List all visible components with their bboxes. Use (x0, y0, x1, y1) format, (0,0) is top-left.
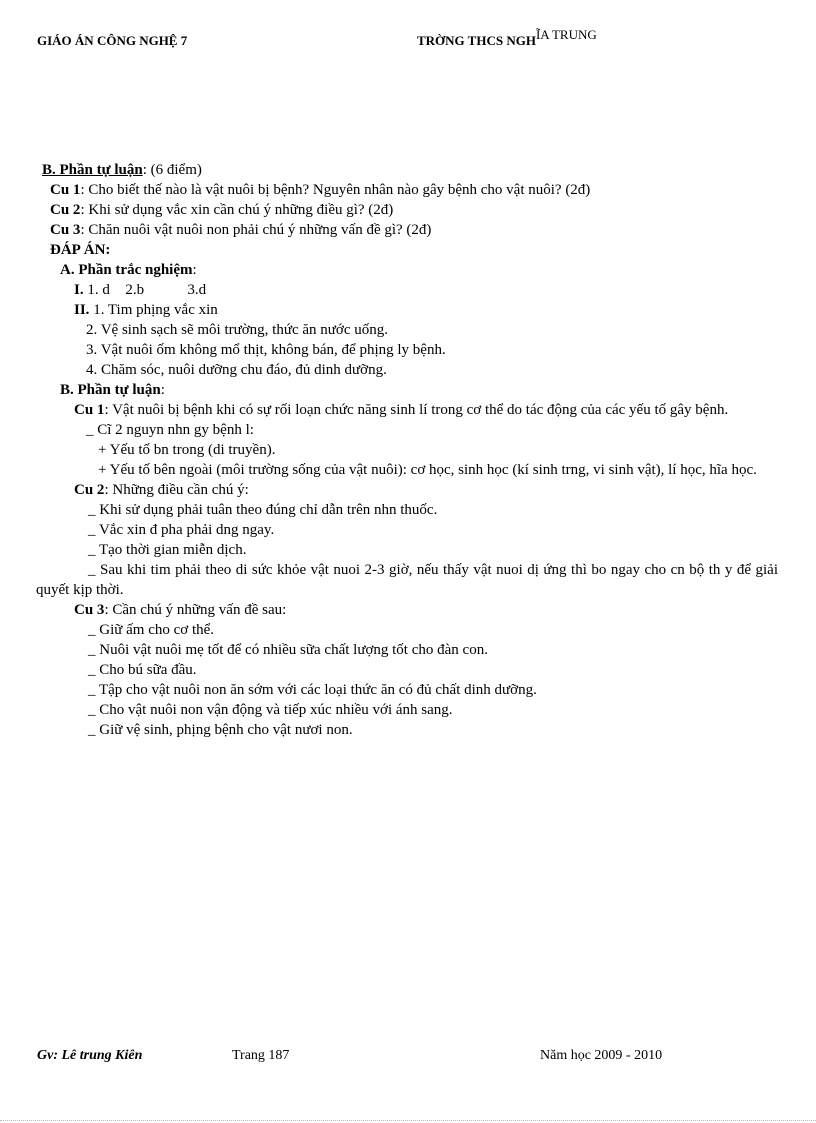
answer-1-text: Cu 1: Vật nuôi bị bệnh khi có sự rối loạn chức năng sinh lí trong cơ thể do tác động của các yếu tố gây bệnh. (74, 402, 729, 418)
answer-2-item-4: _ Sau khi tim phải theo di sức khỏe vật nuoi 2-3 giờ, nếu thấy vật nuoi dị ứng thì bo ngay cho cn bộ th y để giải quyết kịp thời. (36, 562, 778, 598)
part-b-heading: B. Phần tự luận: (60, 382, 165, 398)
answer-3-item-4: _ Tập cho vật nuôi non ăn sớm với các loại thức ăn có đủ chất dinh dưỡng. (88, 682, 537, 698)
header-right-school (417, 27, 597, 49)
answer-3-item-3: _ Cho bú sữa đầu. (88, 662, 197, 678)
header-school-superscript: ĨA TRUNG (535, 27, 597, 42)
footer-school-year: Năm học 2009 - 2010 (540, 1048, 663, 1063)
part-a-ii-item-3: 3. Vật nuôi ốm không mổ thịt, không bán, để phịng ly bệnh. (86, 342, 446, 358)
answer-1-internal-factor: + Yếu tố bn trong (di truyền). (98, 442, 276, 458)
footer-page-number: Trang 187 (232, 1048, 290, 1063)
question-3: Cu 3: Chăn nuôi vật nuôi non phải chú ý những vấn đề gì? (2đ) (50, 222, 432, 238)
answer-2-item-2: _ Vắc xin đ pha phải dng ngay. (88, 522, 275, 538)
part-a-heading: A. Phần trắc nghiệm: (60, 262, 197, 278)
part-a-section-ii: II. 1. Tim phịng vắc xin (74, 302, 218, 318)
part-a-ii-item-2: 2. Vệ sinh sạch sẽ môi trường, thức ăn nước uống. (86, 322, 389, 338)
footer-teacher: Gv: Lê trung Kiên (37, 1048, 143, 1063)
part-a-section-i: I. 1. d 2.b 3.d (74, 282, 207, 298)
answer-3-item-2: _ Nuôi vật nuôi mẹ tốt để có nhiều sữa chất lượng tốt cho đàn con. (88, 642, 488, 658)
page-bottom-rule (0, 1120, 816, 1121)
answers-title: ĐÁP ÁN: (50, 242, 111, 258)
answer-3-item-1: _ Giữ ấm cho cơ thể. (88, 622, 215, 638)
answer-2-item-1: _ Khi sử dụng phải tuân theo đúng chỉ dẫn trên nhn thuốc. (88, 502, 438, 518)
document-body (36, 160, 778, 740)
section-b-heading: B. Phần tự luận: (6 điểm) (42, 162, 202, 178)
answer-2-heading: Cu 2: Những điều cần chú ý: (74, 482, 249, 498)
answer-1-causes: _ Cĩ 2 nguyn nhn gy bệnh l: (86, 422, 254, 438)
answer-3-item-6: _ Giữ vệ sinh, phịng bệnh cho vật nươi non. (88, 722, 353, 738)
question-2: Cu 2: Khi sử dụng vắc xin cần chú ý những điều gì? (2đ) (50, 202, 394, 218)
part-a-ii-item-4: 4. Chăm sóc, nuôi dưỡng chu đáo, đủ dinh dưỡng. (86, 362, 387, 378)
header-left-title: GIÁO ÁN CÔNG NGHỆ 7 (37, 33, 188, 48)
question-1: Cu 1: Cho biết thế nào là vật nuôi bị bệnh? Nguyên nhân nào gây bệnh cho vật nuôi? (2đ) (50, 182, 591, 198)
answer-1-external-factor: + Yếu tố bên ngoài (môi trường sống của vật nuôi): cơ học, sinh học (kí sinh trng, vi sinh vật), lí học, hĩa học. (98, 462, 757, 478)
answer-3-item-5: _ Cho vật nuôi non vận động và tiếp xúc nhiều với ánh sang. (88, 702, 453, 718)
answer-3-heading: Cu 3: Cần chú ý những vấn đề sau: (74, 602, 287, 618)
answer-2-item-3: _ Tạo thời gian miễn dịch. (88, 542, 247, 558)
header-school-main: TRỜNG THCS NGH (417, 33, 536, 48)
